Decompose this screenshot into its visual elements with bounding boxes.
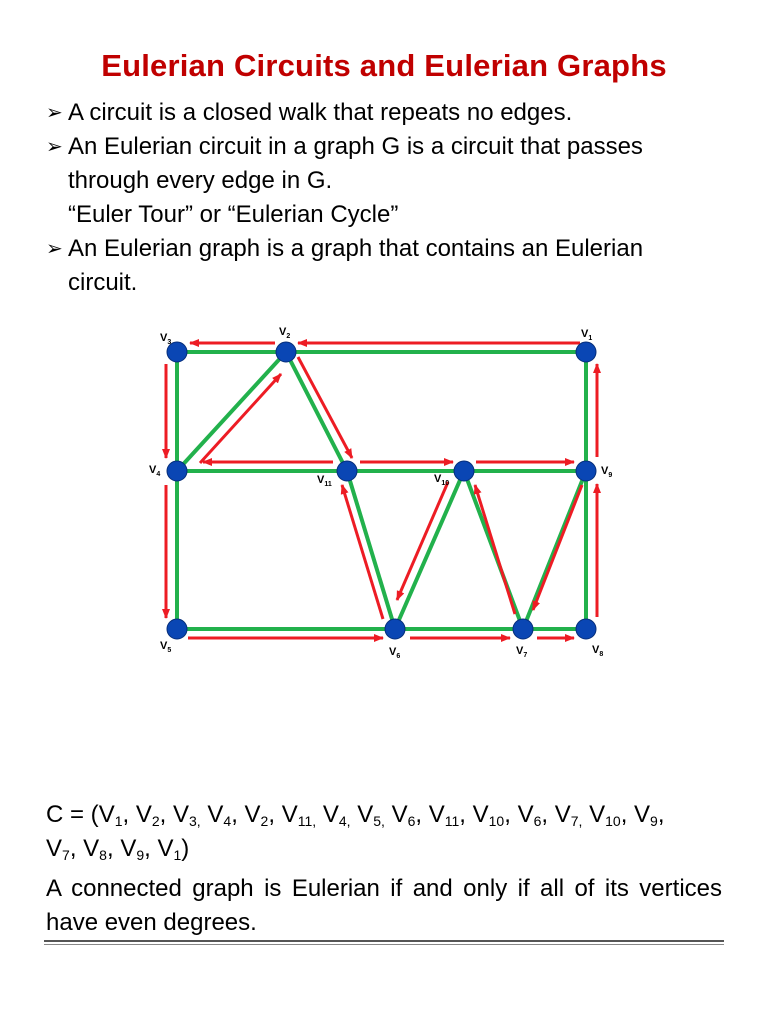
- circuit-vertex: $V_{3,}$: [173, 801, 201, 829]
- vertex-v8: [576, 619, 596, 639]
- circuit-vertex: $V_6$,: [517, 801, 555, 829]
- vertex-v4: [167, 461, 187, 481]
- circuit-vertex: $V_7$,: [46, 835, 84, 863]
- vertex-v7: [513, 619, 533, 639]
- arrow-v4-to-v2: [200, 374, 281, 463]
- circuit-vertex: $V_{11,}$: [281, 801, 317, 829]
- bullet-text: A circuit is a closed walk that repeats no edges.: [68, 99, 573, 126]
- circuit-vertex: $V_2$,: [244, 801, 282, 829]
- arrow-v6-to-v11: [342, 485, 383, 619]
- edge-v2-v11: [286, 352, 347, 471]
- vertex-v6: [385, 619, 405, 639]
- vertex-label-v4: $V_4$: [149, 464, 161, 478]
- vertex-label-v5: $V_5$: [160, 640, 172, 654]
- bullet-list: [46, 96, 722, 300]
- circuit-vertex: $V_9$,: [634, 801, 665, 829]
- bullet-arrow-icon: ➢: [46, 102, 63, 124]
- bullet-arrow-icon: ➢: [46, 136, 63, 158]
- circuit-vertex: $V_8$,: [83, 835, 121, 863]
- vertex-v11: [337, 461, 357, 481]
- circuit-vertices-line1: [99, 801, 665, 828]
- circuit-vertex: $V_9$,: [120, 835, 158, 863]
- circuit-line-1: [46, 798, 726, 832]
- bullet-item: [46, 96, 722, 130]
- circuit-sequence: [46, 798, 726, 866]
- bullet-text: An Eulerian circuit in a graph G is a circuit that passes: [68, 133, 643, 160]
- vertex-v9: [576, 461, 596, 481]
- bottom-divider: [44, 940, 724, 942]
- vertex-label-v6: $V_6$: [389, 646, 401, 660]
- graph-svg: [140, 320, 620, 670]
- vertex-label-v7: $V_7$: [516, 645, 528, 659]
- circuit-vertex: $V_{7,}$: [554, 801, 583, 829]
- circuit-vertex: $V_{10}$,: [472, 801, 518, 829]
- edge-v6-v11: [347, 471, 395, 629]
- circuit-prefix: C = (: [46, 801, 99, 828]
- bullet-continuation: circuit.: [68, 269, 138, 296]
- vertex-label-v2: $V_2$: [279, 326, 291, 340]
- vertex-label-v3: $V_3$: [160, 332, 172, 346]
- arrow-v10-to-v6: [397, 482, 448, 600]
- euler-graph-figure: [140, 320, 620, 670]
- vertex-label-v8: $V_8$: [592, 644, 604, 658]
- bullet-item: [46, 130, 722, 164]
- circuit-vertex: $V_1$,: [98, 801, 136, 829]
- vertex-v5: [167, 619, 187, 639]
- vertex-v2: [276, 342, 296, 362]
- vertex-label-v11: $V_{11}$: [317, 474, 332, 488]
- bullet-arrow-icon: ➢: [46, 238, 63, 260]
- vertex-label-v9: $V_9$: [601, 465, 613, 479]
- eulerian-theorem-text: A connected graph is Eulerian if and only if all of its vertices have even degrees.: [46, 875, 722, 936]
- bullet-continuation: through every edge in G.: [68, 167, 333, 194]
- page-title: Eulerian Circuits and Eulerian Graphs: [101, 48, 667, 83]
- circuit-vertex: $V_{11}$,: [428, 801, 473, 829]
- vertex-label-v1: $V_1$: [581, 328, 593, 342]
- vertex-label-v10: $V_{10}$: [434, 473, 450, 487]
- edge-v9-v7: [523, 471, 586, 629]
- arrow-v7-to-v10: [475, 485, 515, 614]
- vertex-v1: [576, 342, 596, 362]
- circuit-line-2: [46, 832, 726, 866]
- edge-v7-v10: [464, 471, 523, 629]
- vertex-v10: [454, 461, 474, 481]
- circuit-vertex: $V_{4,}$: [322, 801, 351, 829]
- bullet-text: An Eulerian graph is a graph that contains an Eulerian: [68, 235, 644, 262]
- circuit-vertex: $V_6$,: [391, 801, 429, 829]
- circuit-vertex: $V_{5,}$: [357, 801, 385, 829]
- arrow-v9-to-v7: [533, 485, 582, 610]
- bottom-divider-thin: [44, 944, 724, 945]
- bullet-continuation: “Euler Tour” or “Eulerian Cycle”: [68, 201, 399, 228]
- circuit-vertex: $V_1$): [157, 835, 190, 863]
- circuit-vertex: $V_2$,: [135, 801, 173, 829]
- circuit-vertices-line2: [46, 835, 189, 862]
- edge-v10-v6: [395, 471, 464, 629]
- circuit-vertex: $V_4$,: [207, 801, 245, 829]
- circuit-vertex: $V_{10}$,: [589, 801, 635, 829]
- arrow-v2-to-v11: [298, 357, 352, 458]
- edge-v4-v2: [177, 352, 286, 471]
- bullet-item: [46, 232, 722, 266]
